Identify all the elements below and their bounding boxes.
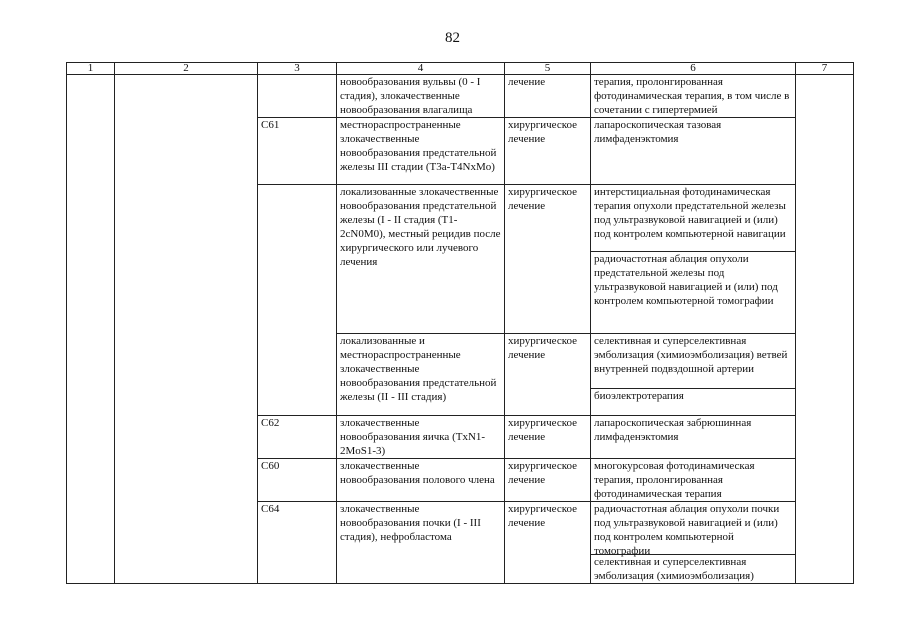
method-item: селективная и суперселективная эмболизация (химиоэмболизация) ветвей внутренней подвздошной артерии [591,334,795,389]
col-header-1: 1 [67,63,115,75]
method-item: многокурсовая фотодинамическая терапия, пролонгированная фотодинамическая терапия [594,460,755,500]
col-header-3: 3 [258,63,337,75]
diagnosis-cell: злокачественные новообразования почки (I - III стадия), нефробластома [337,502,505,584]
method-item: терапия, пролонгированная фотодинамическая терапия, в том числе в сочетании с гипертермией [594,76,790,116]
method-item: лапароскопическая тазовая лимфаденэктомия [594,119,722,145]
methods-cell [591,334,796,416]
code-cell: C62 [258,416,337,459]
methods-cell [591,502,796,584]
code-cell: C60 [258,459,337,502]
code-cell [258,75,337,118]
method-item: лапароскопическая забрюшинная лимфаденэктомия [594,417,752,443]
treatment-cell: хирургическое лечение [505,502,591,584]
code-cell: C64 [258,502,337,584]
diagnosis-cell: злокачественные новообразования полового члена [337,459,505,502]
empty-col1-cell [67,75,115,584]
col-header-2: 2 [115,63,258,75]
treatment-cell: хирургическое лечение [505,459,591,502]
diagnosis-cell: локализованные злокачественные новообразования предстательной железы (I - II стадия (T1-2cN0M0), местный рецидив после хирургического или лучевого лечения [337,185,505,334]
page-number: 82 [445,30,460,46]
diagnosis-cell: новообразования вульвы (0 - I стадия), злокачественные новообразования влагалища [337,75,505,118]
methods-cell [591,185,796,334]
treatment-cell: хирургическое лечение [505,185,591,334]
method-item: радиочастотная аблация опухоли почки под ультразвуковой навигацией и (или) под контролем компьютерной томографии [591,502,795,555]
method-item: радиочастотная аблация опухоли предстательной железы под ультразвуковой навигацией и (или) под контролем компьютерной томографии [594,253,778,307]
col-header-4: 4 [337,63,505,75]
diagnosis-cell: злокачественные новообразования яичка (TxN1-2MoS1-3) [337,416,505,459]
treatment-cell: хирургическое лечение [505,118,591,185]
col-header-7: 7 [796,63,854,75]
treatment-cell: лечение [505,75,591,118]
empty-col2-cell [115,75,258,584]
medical-care-table [66,62,854,584]
empty-col7-cell [796,75,854,584]
methods-cell [591,118,796,185]
code-cell: C61 [258,118,337,185]
methods-cell [591,416,796,459]
treatment-cell: хирургическое лечение [505,334,591,416]
method-item: селективная и суперселективная эмболизация (химиоэмболизация) [594,556,754,582]
diagnosis-cell: местнораспространенные злокачественные новообразования предстательной железы III стадии (T3a-T4NxMo) [337,118,505,185]
method-item: биоэлектротерапия [594,390,684,402]
col-header-6: 6 [591,63,796,75]
code-cell [258,185,337,416]
diagnosis-cell: локализованные и местнораспространенные злокачественные новообразования предстательной железы (II - III стадия) [337,334,505,416]
methods-cell [591,75,796,118]
column-number-row [67,63,854,75]
methods-cell [591,459,796,502]
treatment-cell: хирургическое лечение [505,416,591,459]
table-row [67,75,854,118]
method-item: интерстициальная фотодинамическая терапия опухоли предстательной железы под ультразвуковой навигацией и (или) под контролем компьютерной навигации [591,185,795,252]
col-header-5: 5 [505,63,591,75]
